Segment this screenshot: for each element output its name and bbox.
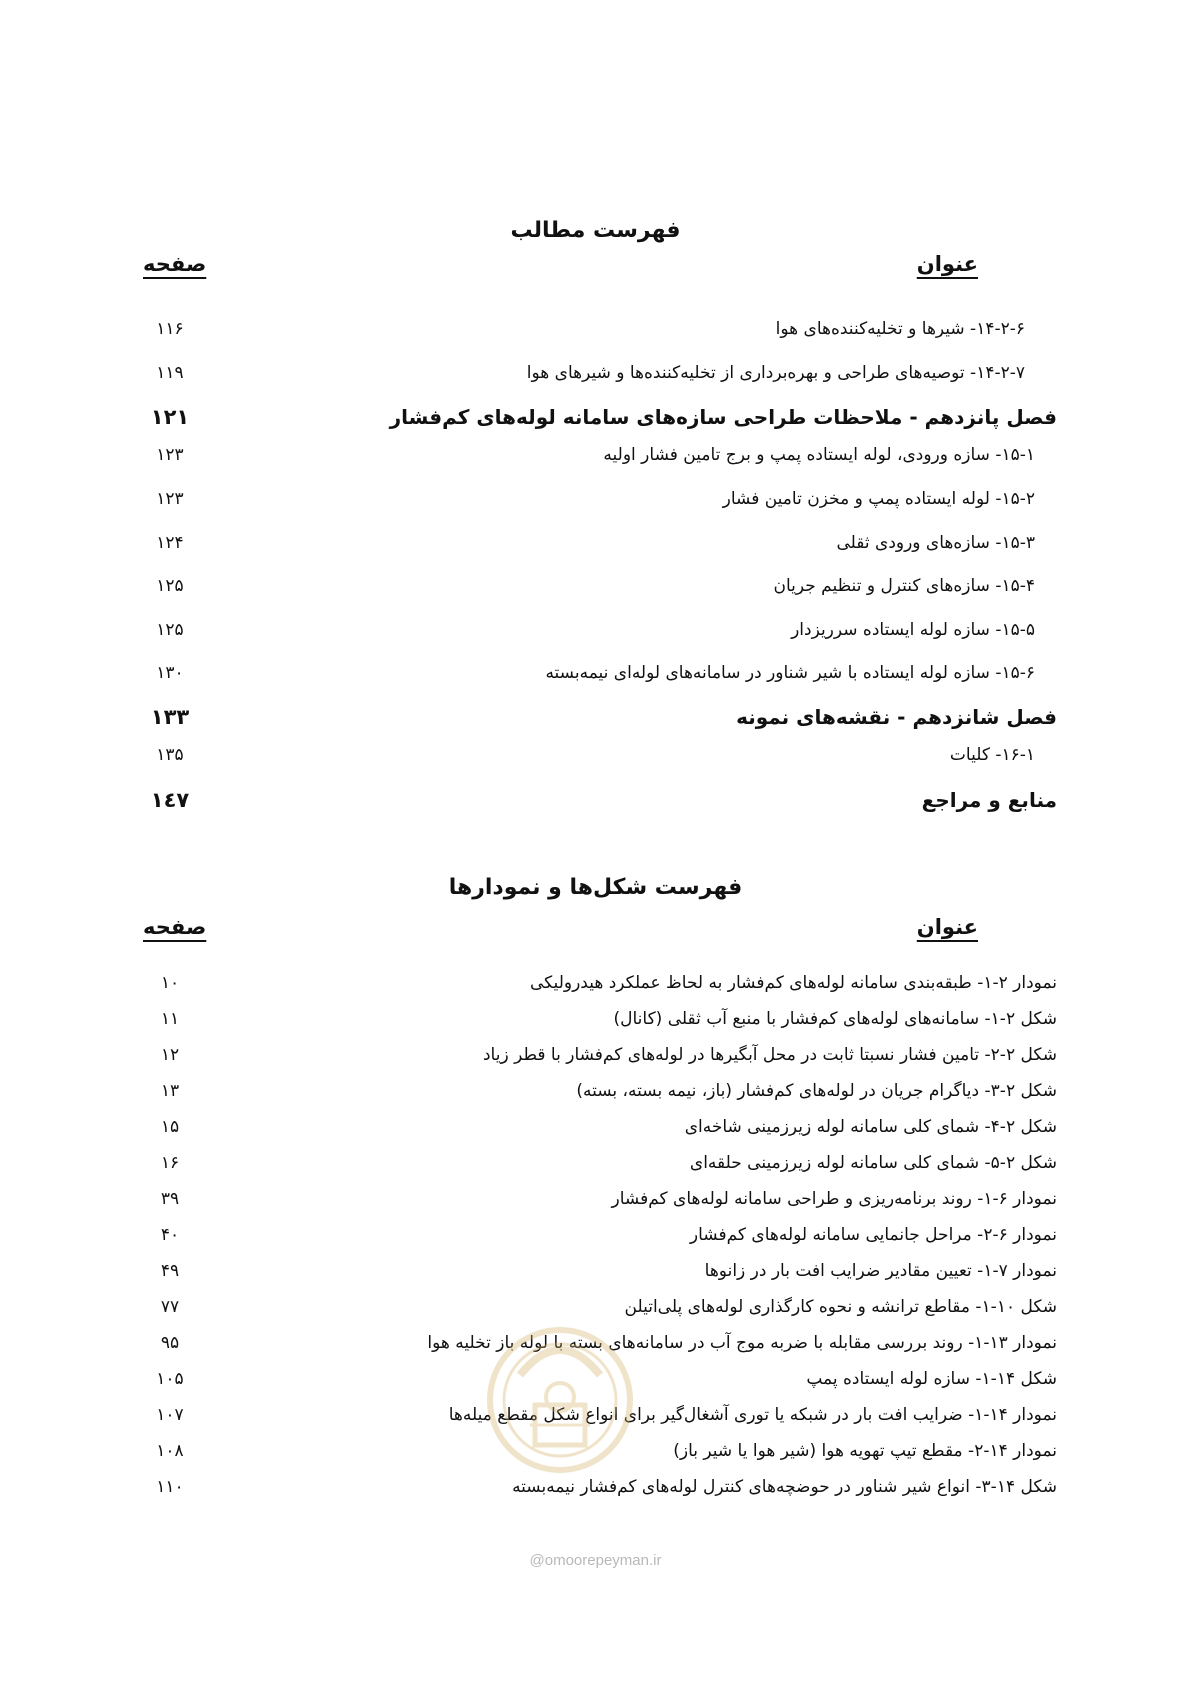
toc-entry [140,525,1057,561]
figure-entry-title: نمودار ۷-۱- تعیین مقادیر ضرایب افت بار در زانوها [704,1261,1057,1281]
figure-entry-page: ۱۵ [160,1117,180,1137]
figure-entry-title: نمودار ۱۴-۱- ضرایب افت بار در شبکه یا توری آشغال‌گیر برای انواع شکل مقطع میله‌ها [448,1405,1057,1425]
toc-entry-title: ۱۴-۲-۷- توصیه‌های طراحی و بهره‌برداری از تخلیه‌کننده‌ها و شیرهای هوا [526,363,1025,383]
toc-entry-page: ۱۲۴ [156,533,184,553]
toc-entry [140,612,1057,648]
toc-entry [140,568,1057,604]
toc-entry-title: ۱۶-۱- کلیات [949,745,1035,765]
figure-entry-page: ۱۱۰ [156,1477,184,1497]
toc-entry-title: ۱۵-۱- سازه ورودی، لوله ایستاده پمپ و برج تامین فشار اولیه [603,445,1035,465]
toc-entry-page: ۱۲۳ [156,445,184,465]
toc-entry-title: ۱۵-۶- سازه لوله ایستاده با شیر شناور در سامانه‌های لوله‌ای نیمه‌بسته [545,663,1035,683]
figure-entry-page: ۴۹ [160,1261,180,1281]
toc-entry-title: منابع و مراجع [921,788,1057,812]
toc-entry-page: ۱۳۳ [150,705,190,729]
figure-entry [140,965,1057,1001]
figure-entry [140,1037,1057,1073]
figure-entry-page: ۱۰۸ [156,1441,184,1461]
toc-entry-page: ۱٤۷ [150,788,190,812]
toc-col-page: صفحه [143,252,207,276]
toc-entry [140,355,1057,391]
figures-col-page: صفحه [143,915,207,939]
figure-entry-title: نمودار ۱۴-۲- مقطع تیپ تهویه هوا (شیر هوا یا شیر باز) [673,1441,1057,1461]
toc-entry-title: فصل پانزدهم - ملاحظات طراحی سازه‌های سامانه لوله‌های کم‌فشار [389,405,1057,429]
toc-chapter [140,699,1057,735]
toc-entry-page: ۱۲۱ [150,405,190,429]
figure-entry [140,1217,1057,1253]
figure-entry [140,1001,1057,1037]
toc-entry-page: ۱۳۰ [156,663,184,683]
figure-entry-title: شکل ۲-۴- شمای کلی سامانه لوله زیرزمینی شاخه‌ای [684,1117,1057,1137]
toc-entry-page: ۱۲۵ [156,620,184,640]
toc-entry-title: ۱۵-۲- لوله ایستاده پمپ و مخزن تامین فشار [722,489,1035,509]
figure-entry-title: نمودار ۶-۱- روند برنامه‌ریزی و طراحی سامانه لوله‌های کم‌فشار [611,1189,1057,1209]
figure-entry-page: ۱۳ [160,1081,180,1101]
figures-heading: فهرست شکل‌ها و نمودارها [448,875,743,900]
figure-entry [140,1073,1057,1109]
toc-col-title: عنوان [916,252,978,276]
figure-entry-title: شکل ۱۰-۱- مقاطع ترانشه و نحوه کارگذاری لوله‌های پلی‌اتیلن [624,1297,1057,1317]
figure-entry-title: شکل ۱۴-۱- سازه لوله ایستاده پمپ [806,1369,1057,1389]
figure-entry-page: ۱۰۷ [156,1405,184,1425]
toc-entry-page: ۱۲۳ [156,489,184,509]
figure-entry [140,1181,1057,1217]
toc-entry-page: ۱۳۵ [156,745,184,765]
toc-chapter [140,399,1057,435]
figure-entry-page: ۴۰ [160,1225,180,1245]
toc-entry-title: فصل شانزدهم - نقشه‌های نمونه [736,705,1057,729]
toc-entry-title: ۱۴-۲-۶- شیرها و تخلیه‌کننده‌های هوا [775,319,1025,339]
figure-entry-title: شکل ۱۴-۳- انواع شیر شناور در حوضچه‌های کنترل لوله‌های کم‌فشار نیمه‌بسته [512,1477,1057,1497]
seal-watermark-icon [480,1305,640,1485]
figure-entry-page: ۱۰ [160,973,180,993]
figure-entry-page: ۱۰۵ [156,1369,184,1389]
figure-entry-page: ۱۲ [160,1045,180,1065]
toc-entry-page: ۱۱۹ [156,363,184,383]
figure-entry-title: شکل ۲-۳- دیاگرام جریان در لوله‌های کم‌فشار (باز، نیمه بسته، بسته) [576,1081,1057,1101]
figure-entry-title: شکل ۲-۱- سامانه‌های لوله‌های کم‌فشار با منبع آب ثقلی (کانال) [613,1009,1057,1029]
toc-entry-title: ۱۵-۳- سازه‌های ورودی ثقلی [836,533,1035,553]
figure-entry [140,1145,1057,1181]
figure-entry [140,1109,1057,1145]
figure-entry-page: ۷۷ [160,1297,180,1317]
toc-entry [140,311,1057,347]
watermark-site: @omoorepeyman.ir [529,1552,662,1569]
figure-entry-page: ۱۶ [160,1153,180,1173]
figure-entry-title: شکل ۲-۵- شمای کلی سامانه لوله زیرزمینی حلقه‌ای [689,1153,1057,1173]
figure-entry-page: ۹۵ [160,1333,180,1353]
figure-entry-title: نمودار ۲-۱- طبقه‌بندی سامانه لوله‌های کم‌فشار به لحاظ عملکرد هیدرولیکی [530,973,1057,993]
toc-entry-page: ۱۲۵ [156,576,184,596]
toc-entry [140,737,1057,773]
figure-entry [140,1253,1057,1289]
figure-entry-title: نمودار ۱۳-۱- روند بررسی مقابله با ضربه موج آب در سامانه‌های بسته با لوله باز تخلیه هوا [427,1333,1057,1353]
toc-chapter [140,782,1057,818]
toc-entry [140,655,1057,691]
figure-entry-page: ۳۹ [160,1189,180,1209]
toc-entry [140,481,1057,517]
figure-entry-page: ۱۱ [160,1009,180,1029]
toc-entry-title: ۱۵-۴- سازه‌های کنترل و تنظیم جریان [773,576,1035,596]
figure-entry-title: شکل ۲-۲- تامین فشار نسبتا ثابت در محل آبگیرها در لوله‌های کم‌فشار با قطر زیاد [482,1045,1057,1065]
figures-col-title: عنوان [916,915,978,939]
toc-entry-title: ۱۵-۵- سازه لوله ایستاده سرریزدار [791,620,1035,640]
toc-heading: فهرست مطالب [510,218,681,243]
figure-entry-title: نمودار ۶-۲- مراحل جانمایی سامانه لوله‌های کم‌فشار [689,1225,1057,1245]
toc-entry [140,437,1057,473]
toc-entry-page: ۱۱۶ [156,319,184,339]
